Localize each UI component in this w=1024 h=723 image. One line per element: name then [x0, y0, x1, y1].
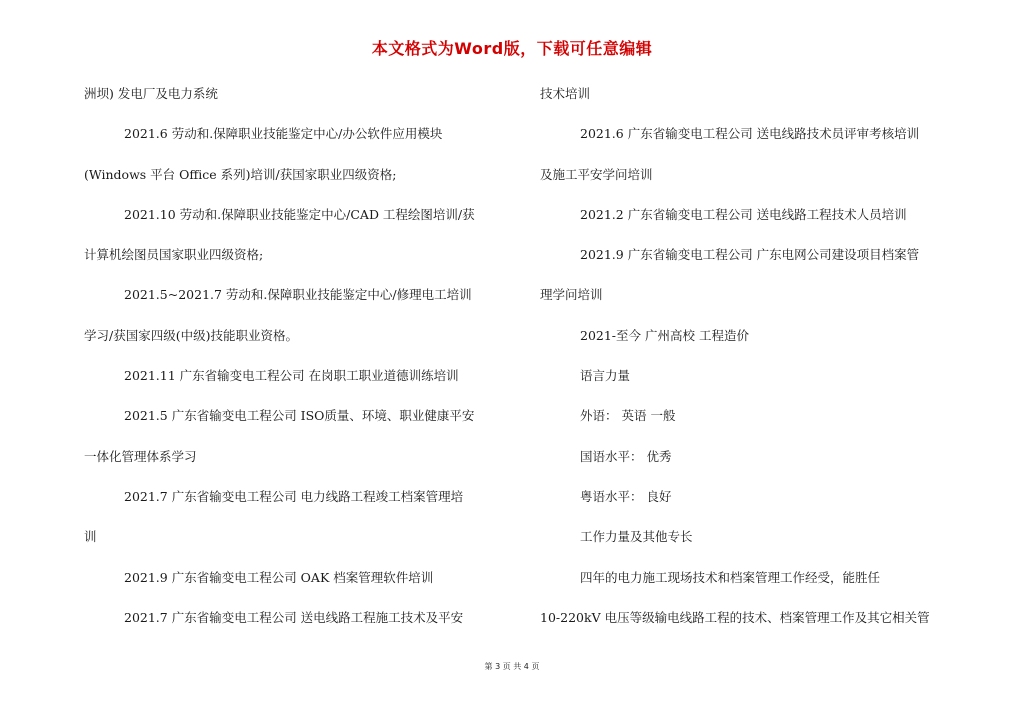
- left-column-text-line: 2021.11 广东省输变电工程公司 在岗职工职业道德训练培训: [124, 368, 459, 384]
- left-column-text-line: 训: [84, 529, 97, 545]
- right-column-text-line: 技术培训: [540, 86, 591, 101]
- left-column-text-line: 2021.6 劳动和.保障职业技能鉴定中心/办公软件应用模块: [124, 126, 443, 142]
- left-column-text-line: 洲坝) 发电厂及电力系统: [84, 86, 218, 101]
- right-column-text-line: 2021.6 广东省输变电工程公司 送电线路技术员评审考核培训: [580, 126, 920, 142]
- left-column-text-line: 2021.5 广东省输变电工程公司 ISO质量、环境、职业健康平安: [124, 408, 475, 424]
- right-column-text-line: 2021-至今 广州高校 工程造价: [580, 327, 749, 343]
- left-column-text-line: 一体化管理体系学习: [84, 448, 197, 464]
- right-column-text-line: 理学问培训: [540, 287, 603, 303]
- right-column-text-line: 工作力量及其他专长: [580, 529, 693, 545]
- right-column-text-line: 四年的电力施工现场技术和档案管理工作经受，能胜任: [580, 569, 881, 585]
- left-column-text-line: 2021.5~2021.7 劳动和.保障职业技能鉴定中心/修理电工培训: [124, 287, 472, 303]
- left-column-text-line: 2021.10 劳动和.保障职业技能鉴定中心/CAD 工程绘图培训/获: [124, 206, 475, 222]
- right-column-text-line: 及施工平安学问培训: [540, 166, 653, 182]
- right-column-text-line: 2021.2 广东省输变电工程公司 送电线路工程技术人员培训: [580, 206, 907, 222]
- left-column-text-line: 学习/获国家四级(中级)技能职业资格。: [84, 327, 298, 343]
- page-footer-number: 第 3 页 共 4 页: [484, 662, 540, 671]
- right-column-text-line: 粤语水平： 良好: [580, 488, 672, 504]
- right-column-text-line: 10-220kV 电压等级输电线路工程的技术、档案管理工作及其它相关管: [540, 609, 930, 625]
- right-column-text-line: 外语： 英语 一般: [580, 408, 676, 424]
- left-column-text-line: 2021.7 广东省输变电工程公司 电力线路工程竣工档案管理培: [124, 488, 464, 504]
- left-column: [84, 78, 504, 642]
- right-column-text-line: 2021.9 广东省输变电工程公司 广东电网公司建设项目档案管: [580, 247, 920, 263]
- left-column-text-line: 计算机绘图员国家职业四级资格;: [84, 247, 264, 263]
- right-column-text-line: 语言力量: [580, 368, 631, 384]
- left-column-text-line: (Windows 平台 Office 系列)培训/获国家职业四级资格;: [84, 166, 397, 182]
- page-header-title: 本文格式为Word版，下载可任意编辑: [371, 39, 653, 58]
- left-column-text-line: 2021.7 广东省输变电工程公司 送电线路工程施工技术及平安: [124, 609, 464, 625]
- right-column: [540, 78, 960, 642]
- right-column-text-line: 国语水平： 优秀: [580, 448, 672, 464]
- left-column-text-line: 2021.9 广东省输变电工程公司 OAK 档案管理软件培训: [124, 569, 434, 585]
